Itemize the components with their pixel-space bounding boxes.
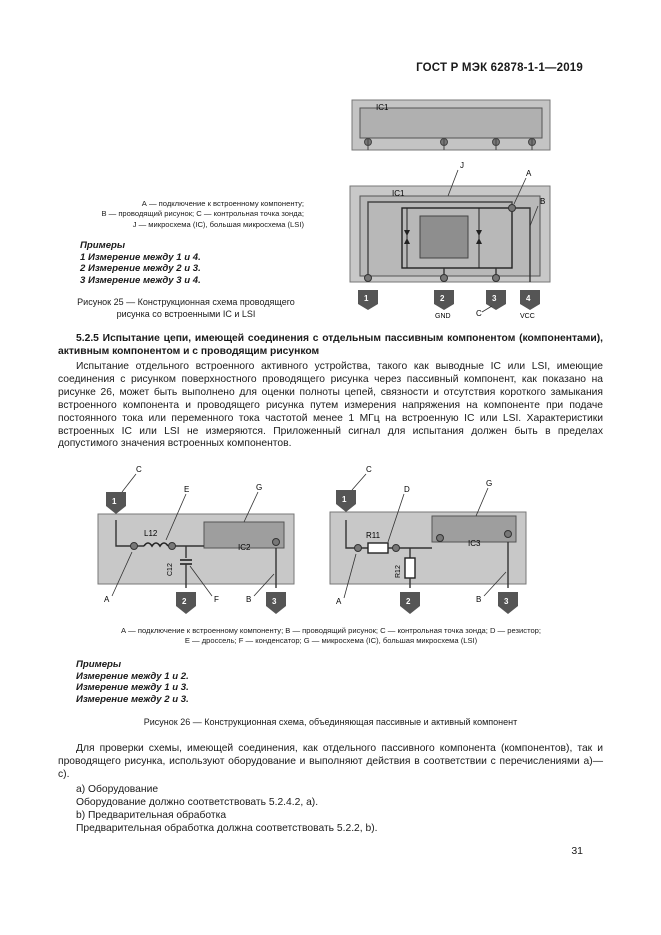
fig25-caption-line: Рисунок 25 — Конструкционная схема проводящего xyxy=(77,297,295,307)
fig25-examples xyxy=(80,240,201,286)
figure-25-diagram xyxy=(340,96,560,320)
fig25-ic1-top-label: IC1 xyxy=(376,103,389,112)
fig26-example: Измерение между 2 и 3. xyxy=(76,693,189,705)
fig25-ic1-bottom-label: IC1 xyxy=(392,189,405,198)
fig25-example: 3 Измерение между 3 и 4. xyxy=(80,274,201,286)
fig26-legend-line: Е — дроссель; F — конденсатор; G — микросхема (IC), большая микросхема (LSI) xyxy=(184,636,478,646)
fig26-right-ic3: IC3 xyxy=(468,539,481,548)
fig26-left-label-f: F xyxy=(214,595,219,604)
fig25-legend-line: В — проводящий рисунок; С — контрольная точка зонда; xyxy=(101,209,304,219)
fig25-legend-line: J — микросхема (IC), большая микросхема (LSI) xyxy=(132,219,304,229)
fig26-right-label-c: C xyxy=(366,465,372,474)
fig26-left-pin-3 xyxy=(266,592,286,614)
svg-text:2: 2 xyxy=(182,597,187,606)
fig26-left-c12: C12 xyxy=(167,563,174,576)
fig26-right-pin-2 xyxy=(400,592,420,614)
svg-text:3: 3 xyxy=(492,294,497,303)
fig25-gnd-label: GND xyxy=(435,313,451,320)
list-item-a-text: Оборудование должно соответствовать 5.2.4.2, а). xyxy=(76,796,319,808)
fig25-pin-1 xyxy=(358,290,378,310)
figure-26-right-diagram xyxy=(326,462,536,622)
list-item-b: b) Предварительная обработка xyxy=(76,809,227,821)
fig25-vcc-label: VCC xyxy=(520,313,535,320)
fig26-right-label-g: G xyxy=(486,479,493,488)
fig25-pin-2 xyxy=(434,290,454,310)
closing-list xyxy=(76,784,603,836)
fig26-left-ic2: IC2 xyxy=(238,543,251,552)
fig26-legend-line: А — подключение к встроенному компоненту; В — проводящий рисунок; С — контрольная точка зонда; D — резистор; xyxy=(120,626,542,635)
fig26-right-label-a: A xyxy=(336,597,342,606)
fig26-right-pin-3 xyxy=(498,592,518,614)
fig26-examples xyxy=(76,659,189,705)
fig25-pin-3 xyxy=(486,290,506,310)
fig25-legend xyxy=(62,199,304,230)
svg-text:3: 3 xyxy=(504,597,509,606)
figure-26-left-diagram xyxy=(94,462,304,622)
fig25-pin-4 xyxy=(520,290,540,310)
fig26-left-l12: L12 xyxy=(144,529,158,538)
fig26-right-label-b: B xyxy=(476,595,482,604)
fig26-left-pin-2 xyxy=(176,592,196,614)
fig25-examples-title: Примеры xyxy=(80,240,126,251)
list-item-a: a) Оборудование xyxy=(76,784,159,795)
section-paragraph: Испытание отдельного встроенного активного устройства, такого как выводные IC или LSI, имеющие соединения с рисунком поверхностного проводящего рисунка через пассивный компонент, как показано на рисунке 26, может быть выполнено для оценки полноты цепей, связности и отсутствия короткого замыкания встроенного компонента и проводящего рисунка путем измерения напряжения на компоненте при подаче постоянного тока или переменного тока частотой менее 1 МГц на встроенную IC или LSI. Характеристики встроенных IC или LSI не измеряются. Приложенный сигнал для испытания должен быть в пределах допустимого значения встроенных компонентов. xyxy=(58,361,603,450)
svg-text:1: 1 xyxy=(364,294,369,303)
fig26-left-label-e: E xyxy=(184,485,190,494)
fig25-example: 2 Измерение между 2 и 3. xyxy=(80,263,201,275)
fig25-caption-line: рисунка со встроенными IC и LSI xyxy=(116,308,256,319)
fig25-legend-line: А — подключение к встроенному компоненту; xyxy=(141,199,304,208)
fig26-left-label-a: A xyxy=(104,595,110,604)
svg-text:2: 2 xyxy=(440,294,445,303)
svg-text:4: 4 xyxy=(526,294,531,303)
fig26-left-pin-1 xyxy=(106,492,126,514)
fig25-example: 1 Измерение между 1 и 4. xyxy=(80,251,201,263)
fig25-label-b: B xyxy=(540,197,546,206)
fig25-label-c: C xyxy=(476,309,482,318)
fig26-legend xyxy=(58,626,604,647)
svg-text:1: 1 xyxy=(342,495,347,504)
document-id: ГОСТ Р МЭК 62878-1-1—2019 xyxy=(416,62,583,74)
page-number: 31 xyxy=(571,845,583,857)
fig25-caption xyxy=(58,297,314,320)
fig26-caption: Рисунок 26 — Конструкционная схема, объединяющая пассивные и активный компонент xyxy=(143,717,518,727)
section-heading: 5.2.5 Испытание цепи, имеющей соединения с отдельным пассивным компонентом (компонентами), активным компонентом и с проводящим рисунком xyxy=(58,333,603,357)
fig26-left-label-c: C xyxy=(136,465,142,474)
fig26-left-label-b: B xyxy=(246,595,252,604)
list-item-b-text: Предварительная обработка должна соответствовать 5.2.2, b). xyxy=(76,822,378,834)
fig26-right-pin-1 xyxy=(336,490,356,512)
fig25-label-a: A xyxy=(526,169,532,178)
svg-text:3: 3 xyxy=(272,597,277,606)
closing-paragraph: Для проверки схемы, имеющей соединения, как отдельного пассивного компонента (компонентов), так и проводящего рисунка, используют оборудование и выполняют действия в соответствии с перечислениями а)—с). xyxy=(58,743,603,780)
fig26-right-label-d: D xyxy=(404,485,410,494)
fig26-right-r11: R11 xyxy=(366,531,381,540)
fig26-examples-title: Примеры xyxy=(76,659,122,670)
fig26-example: Измерение между 1 и 3. xyxy=(76,682,189,694)
fig26-left-label-g: G xyxy=(256,483,263,492)
svg-text:1: 1 xyxy=(112,497,117,506)
fig26-right-r12: R12 xyxy=(395,565,402,578)
fig26-example: Измерение между 1 и 2. xyxy=(76,670,189,682)
svg-text:2: 2 xyxy=(406,597,411,606)
fig25-label-j: J xyxy=(460,161,464,170)
